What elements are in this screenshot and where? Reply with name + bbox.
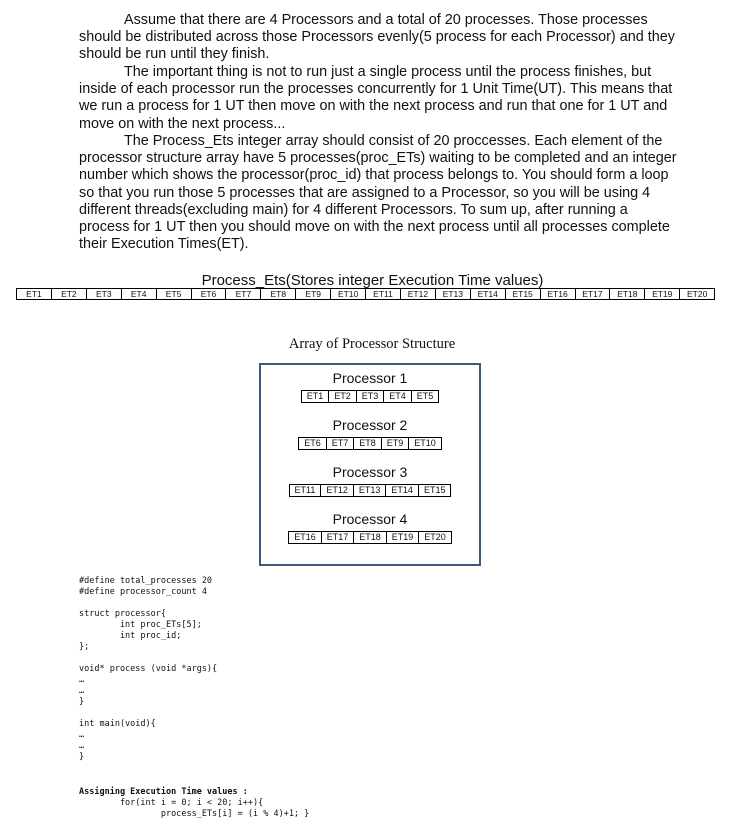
processor-array-title: Array of Processor Structure [288, 336, 456, 352]
processor-et-cell: ET15 [423, 485, 446, 495]
process-et-cell: ET10 [331, 289, 366, 299]
process-ets-array [16, 288, 715, 300]
processor-et-cell: ET11 [290, 485, 322, 496]
process-et-cell: ET9 [296, 289, 331, 299]
paragraph-2-text: The important thing is not to run just a single process until the process finishes, but inside of each processor run the processes concurrently for 1 Unit Time(UT). This means that we run a process for 1 UT then move on with the next process and run that one for 1 UT and move on with the next process... [79, 64, 673, 132]
process-et-cell: ET15 [506, 289, 541, 299]
processor-4 [261, 512, 479, 545]
process-et-cell: ET12 [401, 289, 436, 299]
processor-et-cell: ET13 [354, 485, 387, 496]
process-et-cell: ET2 [52, 289, 87, 299]
processor-2 [261, 418, 479, 451]
process-et-cell: ET18 [610, 289, 645, 299]
paragraph-3-text: The Process_Ets integer array should consist of 20 proccesses. Each element of the processor structure array have 5 processes(proc_ETs) waiting to be completed and an integer number which shows the processor(proc_id) that process belongs to. You should form a loop so that you run those 5 processes that are assigned to a Processor, so you will be using 4 different threads(excluding main) for 4 different Processors. To sum up, after running a process for 1 UT then you should move on with the next process until all processes complete their Execution Times(ET). [79, 133, 677, 253]
process-et-cell: ET16 [541, 289, 576, 299]
process-et-cell: ET8 [261, 289, 296, 299]
processor-name: Processor 1 [332, 370, 408, 386]
processor-et-cells [301, 390, 440, 403]
process-et-cell: ET6 [192, 289, 227, 299]
process-et-cell: ET13 [436, 289, 471, 299]
paragraph-1 [79, 12, 679, 64]
assign-code: for(int i = 0; i < 20; i++){ process_ETs[i] = (i % 4)+1; } [119, 798, 310, 819]
processor-1 [261, 371, 479, 404]
processor-et-cells [289, 484, 452, 497]
processor-et-cell: ET4 [384, 391, 412, 402]
process-et-cell: ET20 [687, 289, 708, 299]
assign-heading: Assigning Execution Time values : [79, 787, 248, 797]
processor-et-cells [298, 437, 442, 450]
processor-name: Processor 3 [332, 464, 408, 480]
process-et-cell: ET19 [645, 289, 680, 299]
processor-et-cell: ET18 [354, 532, 387, 543]
process-et-cell: ET4 [122, 289, 157, 299]
processor-et-cells [288, 531, 452, 544]
process-et-cell: ET17 [576, 289, 611, 299]
paragraph-3 [79, 133, 679, 253]
processor-et-cell: ET19 [387, 532, 420, 543]
processor-et-cell: ET9 [382, 438, 410, 449]
processor-et-cell: ET12 [321, 485, 354, 496]
processor-et-cell: ET2 [329, 391, 357, 402]
processor-et-cell: ET3 [357, 391, 385, 402]
process-et-cell: ET14 [471, 289, 506, 299]
processor-3 [261, 465, 479, 498]
process-et-cell: ET5 [157, 289, 192, 299]
processor-et-cell: ET17 [322, 532, 355, 543]
processor-et-cell: ET6 [299, 438, 327, 449]
processor-et-cell: ET20 [424, 532, 446, 542]
process-et-cell: ET7 [226, 289, 261, 299]
processor-et-cell: ET10 [414, 438, 436, 448]
code-definitions: #define total_processes 20 #define processor_count 4 struct processor{ int proc_ETs[5]; int proc_id; }; void* process (void *args){ … … } int main(void){ … … } [79, 576, 218, 762]
paragraph-2 [79, 64, 679, 133]
processor-et-cell: ET16 [289, 532, 322, 543]
processor-name: Processor 2 [332, 417, 408, 433]
processor-et-cell: ET7 [327, 438, 355, 449]
paragraph-1-text: Assume that there are 4 Processors and a total of 20 processes. Those processes should be distributed across those Processors evenly(5 process for each Processor) and they should be run until they finish. [79, 12, 675, 63]
processor-name: Processor 4 [332, 511, 408, 527]
process-et-cell: ET3 [87, 289, 122, 299]
processor-et-cell: ET1 [302, 391, 330, 402]
process-ets-title: Process_Ets(Stores integer Execution Time values) [201, 272, 544, 289]
process-et-cell: ET1 [17, 289, 52, 299]
processor-et-cell: ET14 [386, 485, 419, 496]
processor-array-box [259, 363, 481, 566]
processor-et-cell: ET8 [354, 438, 382, 449]
process-et-cell: ET11 [366, 289, 401, 299]
processor-et-cell: ET5 [416, 391, 434, 401]
